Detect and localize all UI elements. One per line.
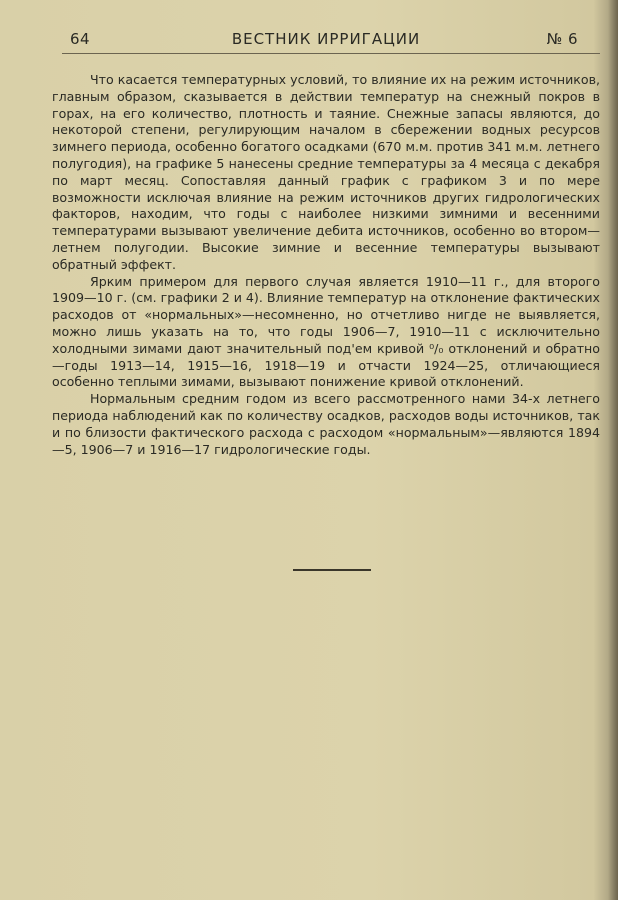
page-number: 64 [70, 30, 91, 48]
header-rule [62, 53, 600, 54]
paragraph-example-years: Ярким примером для первого случая является 1910—11 г., для второго 1909—10 г. (см. графики 2 и 4). Влияние температур на отклонение фактических расходов от «нормальных»—несомненно, но отчетливо нигде не выявляется, можно лишь указать на то, что годы 1906—7, 1910—11 с исключительно холодными зимами дают значительный под'ем кривой ⁰/₀ отклонений и обратно—годы 1913—14, 1915—16, 1918—19 и отчасти 1924—25, отличающиеся особенно теплыми зимами, вызывают понижение кривой отклонений. [52, 273, 601, 390]
issue-number: № 6 [546, 30, 578, 48]
journal-title: ВЕСТНИК ИРРИГАЦИИ [231, 30, 421, 48]
page-spine-shadow [608, 0, 618, 900]
paragraph-temperature: Что касается температурных условий, то влияние их на режим источников, главным образом, сказывается в действии температур на снежный покров в горах, на его количество, плотность и таяние. Снежные запасы являются, до некоторой степени, регулирующим началом в сбережении водных ресурсов зимнего периода, особенно богатого осадками (670 м.м. против 341 м.м. летнего полугодия), на графике 5 нанесены средние температуры за 4 месяца с декабря по март месяц. Сопоставляя данный график с графиком 3 и по мере возможности исключая влияние на режим источников других гидрологических факторов, находим, что годы с наиболее низкими зимними и весенними температурами вызывают увеличение дебита источников, особенно во втором—летнем полугодии. Высокие зимние и весенние температуры вызывают обратный эффект. [52, 72, 600, 272]
page-header [62, 30, 590, 52]
paragraph-normal-years: Нормальным средним годом из всего рассмотренного нами 34-х летнего периода наблюдений как по количеству осадков, расходов воды источников, так и по близости фактического расхода с расходом «нормальным»—являются 1894—5, 1906—7 и 1916—17 гидрологические годы. [52, 391, 600, 457]
end-of-article-rule [293, 569, 371, 571]
article-body [52, 72, 600, 458]
